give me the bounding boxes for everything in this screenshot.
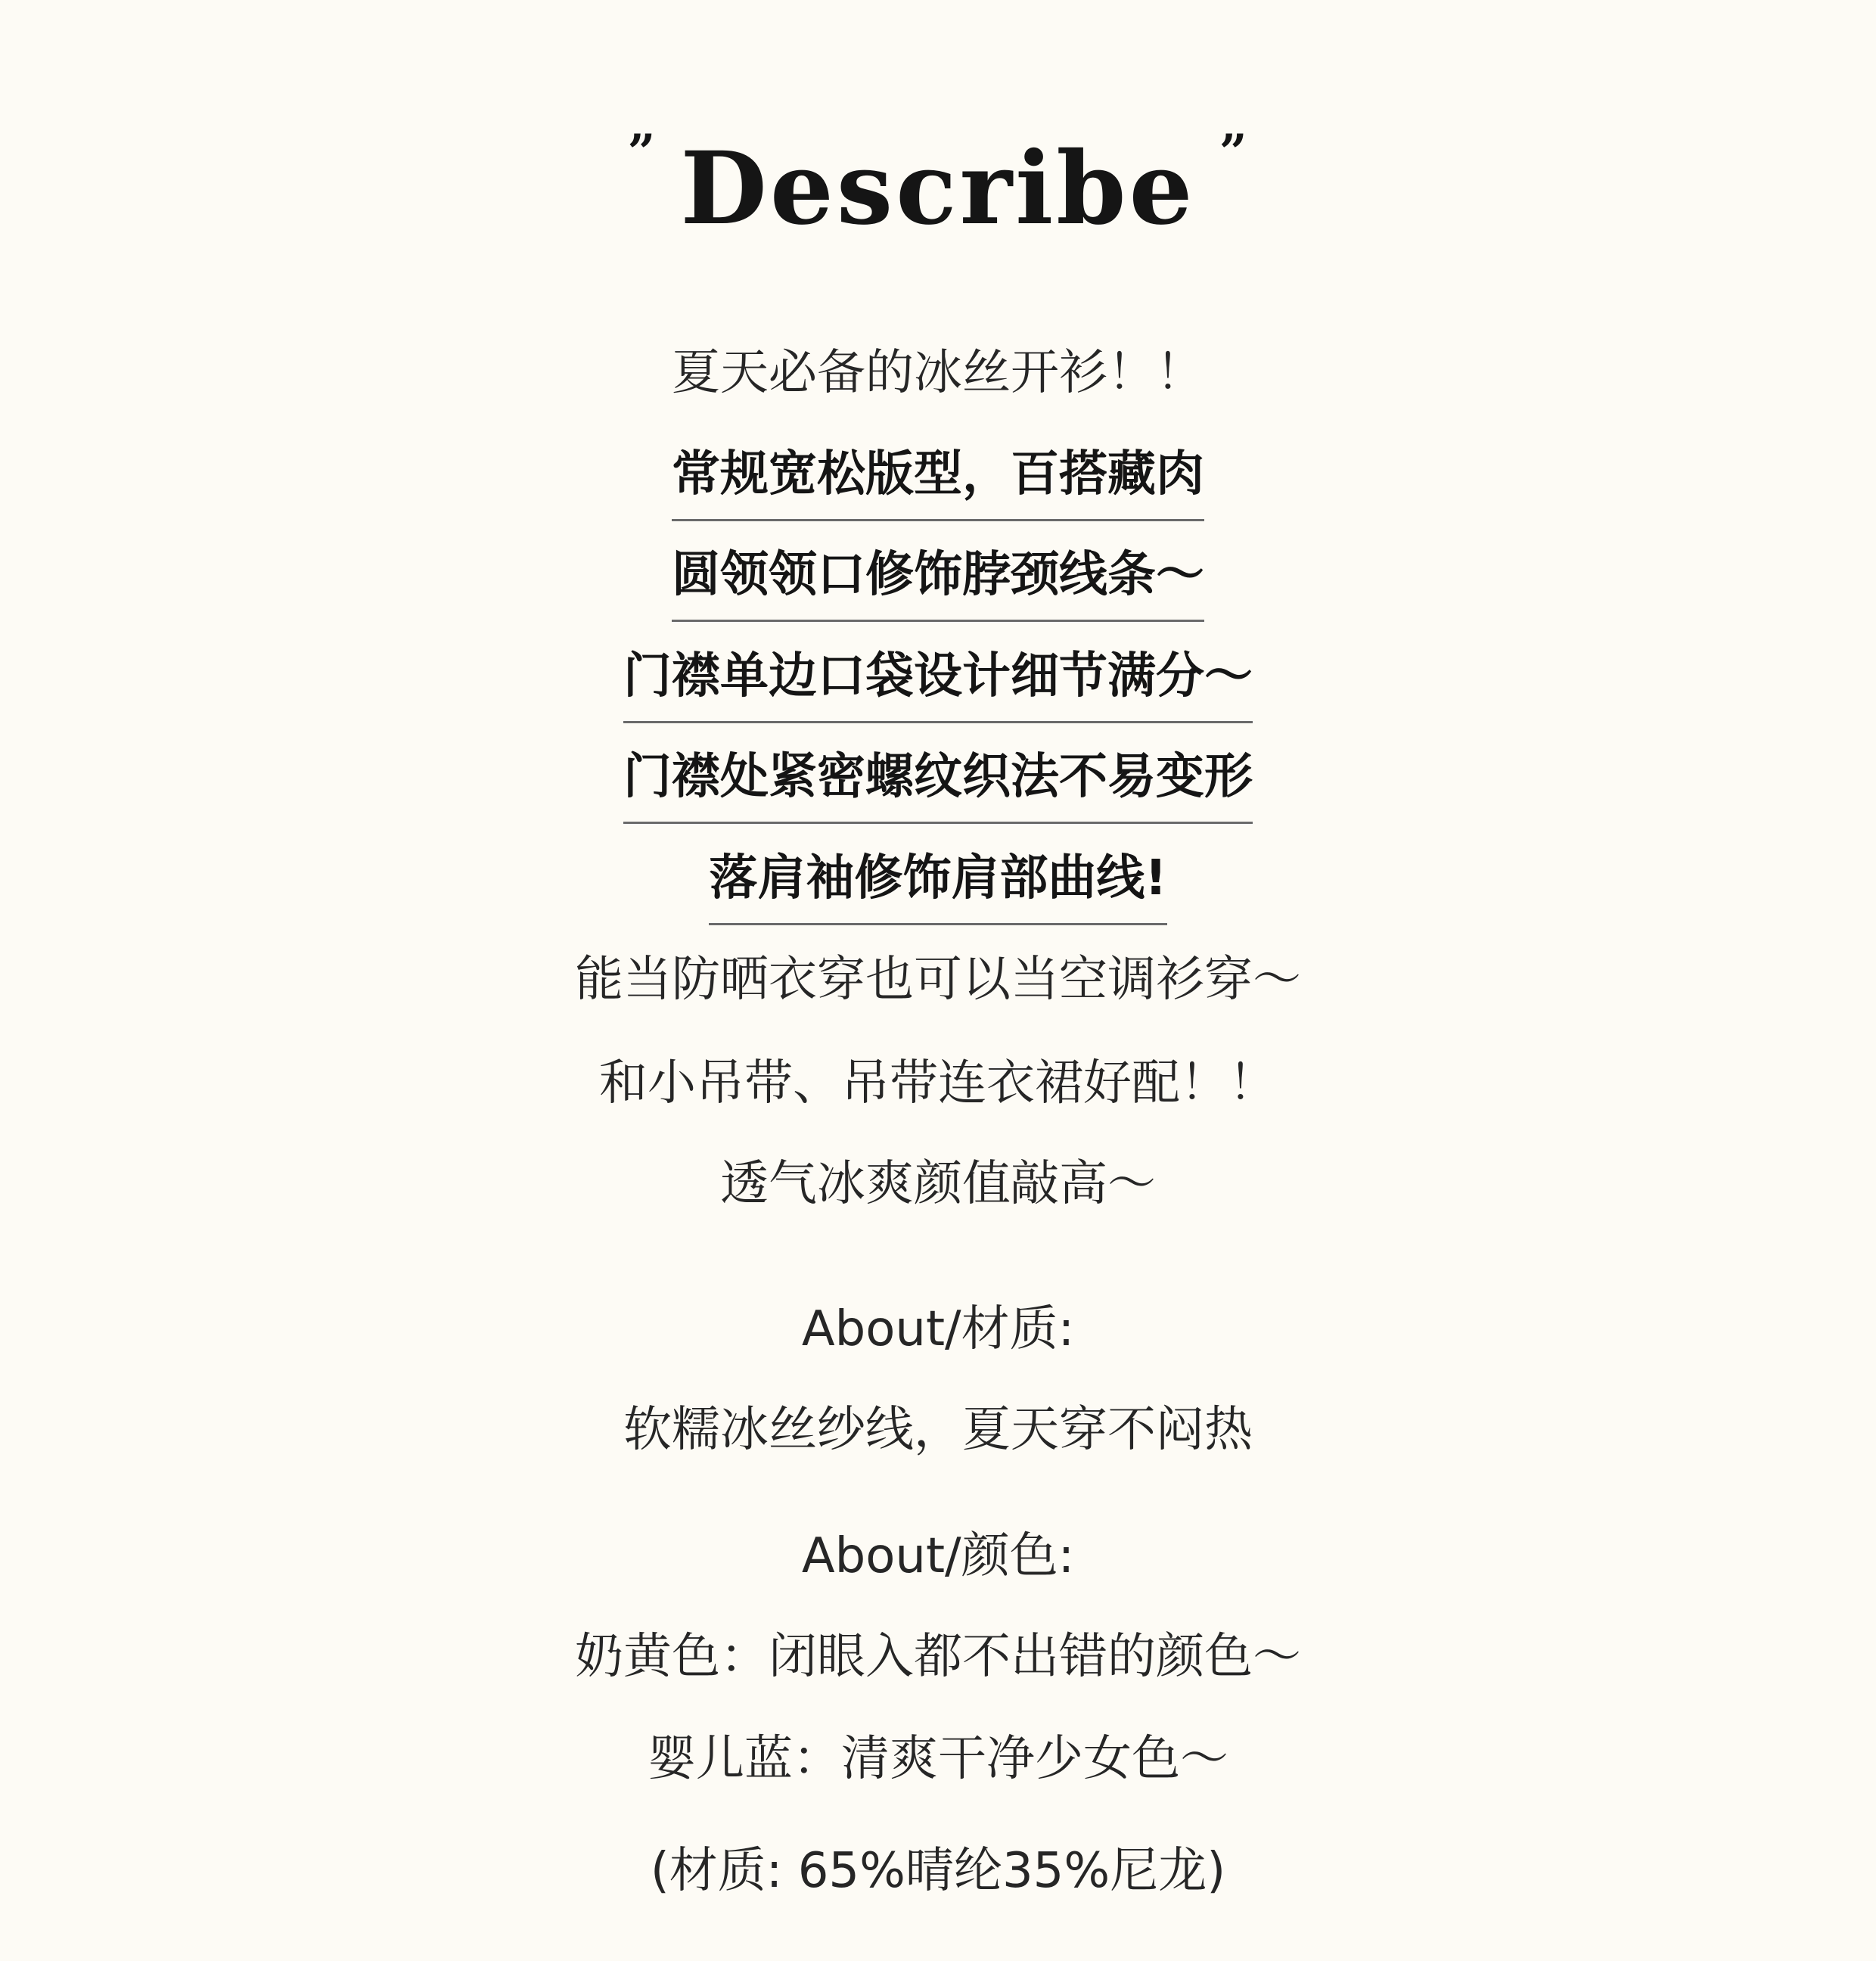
describe-line-2: 常规宽松版型，百搭藏肉 [0,440,1876,521]
fabric-composition: (材质: 65%晴纶35%尼龙) [650,1843,1226,1899]
close-quote-mark: ” [1219,124,1250,181]
describe-line-5: 门襟处紧密螺纹织法不易变形 [0,743,1876,824]
open-quote-mark: ” [627,124,659,181]
describe-line-8: 和小吊带、吊带连衣裙好配！！ [599,1055,1277,1111]
page-title [627,106,1250,272]
color-heading: About/颜色: [801,1528,1075,1584]
color-item-baby-blue: 婴儿蓝：清爽干净少女色～ [648,1731,1228,1787]
describe-line-7: 能当防晒衣穿也可以当空调衫穿～ [575,952,1301,1008]
color-item-cream-yellow: 奶黄色：闭眼入都不出错的颜色～ [575,1629,1301,1685]
material-text: 软糯冰丝纱线，夏天穿不闷热 [623,1402,1253,1458]
describe-line-6: 落肩袖修饰肩部曲线! [0,844,1876,925]
title-block [0,106,1876,272]
material-heading: About/材质: [801,1301,1075,1357]
describe-line-3: 圆领领口修饰脖颈线条～ [0,541,1876,622]
describe-line-1: 夏天必备的冰丝开衫！！ [672,345,1204,401]
title-text: Describe [680,130,1196,247]
describe-line-4: 门襟单边口袋设计细节满分～ [0,642,1876,723]
describe-line-9: 透气冰爽颜值敲高～ [720,1156,1156,1212]
